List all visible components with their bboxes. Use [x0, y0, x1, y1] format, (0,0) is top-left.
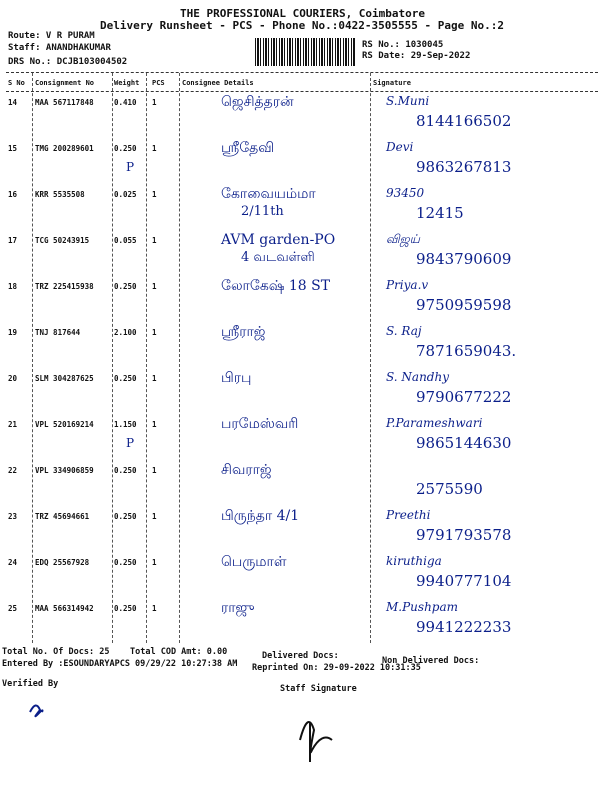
row-pcs: 1 — [152, 328, 157, 337]
document-subtitle: Delivery Runsheet - PCS - Phone No.:0422-3505555 - Page No.:2 — [100, 19, 504, 32]
row-consignee: பரமேஸ்வரி — [221, 416, 299, 432]
row-signature: விஜய் — [386, 232, 420, 246]
rs-number: RS No.: 1030045 — [362, 40, 444, 50]
header-consignment: Consignment No — [35, 79, 95, 87]
row-consignee: ராஜு — [221, 600, 255, 616]
row-consignment: TRZ 225415938 — [35, 282, 94, 291]
row-consignment: KRR 5535508 — [35, 190, 85, 199]
row-phone: 2575590 — [416, 480, 483, 498]
row-sno: 22 — [8, 466, 18, 475]
row-weight: 0.250 — [114, 374, 137, 383]
staff-label: Staff: ANANDHAKUMAR — [8, 43, 111, 53]
header-pcs: PCS — [152, 79, 165, 87]
row-signature: Priya.v — [386, 278, 429, 292]
row-weight: 0.250 — [114, 466, 137, 475]
row-signature: P.Parameshwari — [386, 416, 483, 430]
route-label: Route: V R PURAM — [8, 31, 95, 41]
reprinted-on: Reprinted On: 29-09-2022 10:31:35 — [252, 663, 421, 673]
row-signature: S.Muni — [386, 94, 430, 108]
row-phone: 9791793578 — [416, 526, 512, 544]
row-phone: 7871659043. — [416, 342, 517, 360]
row-consignee: பெருமாள் — [221, 554, 287, 570]
row-pcs: 1 — [152, 558, 157, 567]
row-consignee-line2: 4 வடவள்ளி — [241, 250, 315, 265]
header-weight: Weight — [114, 79, 140, 87]
row-consignee: லோகேஷ் 18 ST — [221, 278, 331, 294]
non-delivered-docs: Non Delivered Docs: — [382, 656, 480, 666]
row-consignee: பிரபு — [221, 370, 252, 386]
row-consignment: VPL 520169214 — [35, 420, 94, 429]
row-consignee: ஸ்ரீராஜ் — [221, 324, 266, 340]
row-signature: 93450 — [386, 186, 425, 200]
entered-by: Entered By :ESOUNDARYAPCS 09/29/22 10:27:38 AM — [2, 659, 238, 669]
row-consignee: பிருந்தா 4/1 — [221, 508, 300, 524]
row-weight: 0.055 — [114, 236, 137, 245]
row-sno: 17 — [8, 236, 18, 245]
total-cod: Total COD Amt: 0.00 — [130, 647, 228, 657]
row-pcs: 1 — [152, 604, 157, 613]
row-mark: P — [126, 160, 135, 174]
verified-by-label: Verified By — [2, 679, 59, 689]
row-sno: 16 — [8, 190, 18, 199]
row-consignee: AVM garden-PO — [221, 232, 336, 248]
row-consignee: கோவையம்மா — [221, 186, 316, 202]
row-signature: kiruthiga — [386, 554, 442, 568]
row-phone: 9863267813 — [416, 158, 512, 176]
row-sno: 25 — [8, 604, 18, 613]
row-weight: 0.250 — [114, 604, 137, 613]
row-phone: 9790677222 — [416, 388, 512, 406]
row-sno: 19 — [8, 328, 18, 337]
row-signature: S. Raj — [386, 324, 422, 338]
row-signature: M.Pushpam — [386, 600, 459, 614]
row-phone: 9865144630 — [416, 434, 512, 452]
row-signature: S. Nandhy — [386, 370, 449, 384]
row-consignee: ஜெசித்தரன் — [221, 94, 294, 110]
row-sno: 23 — [8, 512, 18, 521]
row-consignment: SLM 304287625 — [35, 374, 94, 383]
row-weight: 0.250 — [114, 558, 137, 567]
row-phone: 9940777104 — [416, 572, 512, 590]
row-pcs: 1 — [152, 236, 157, 245]
row-consignee-line2: 2/11th — [241, 204, 284, 219]
row-pcs: 1 — [152, 466, 157, 475]
verifier-signature — [30, 705, 43, 716]
delivered-docs: Delivered Docs: — [262, 651, 339, 661]
row-pcs: 1 — [152, 512, 157, 521]
row-sno: 24 — [8, 558, 18, 567]
row-pcs: 1 — [152, 190, 157, 199]
row-consignee: ஸ்ரீதேவி — [221, 140, 275, 156]
row-consignment: VPL 334906859 — [35, 466, 94, 475]
row-mark: P — [126, 436, 135, 450]
row-consignment: TRZ 45694661 — [35, 512, 90, 521]
row-weight: 0.410 — [114, 98, 137, 107]
row-phone: 9941222233 — [416, 618, 512, 636]
rs-date: RS Date: 29-Sep-2022 — [362, 51, 471, 61]
row-pcs: 1 — [152, 374, 157, 383]
row-sno: 14 — [8, 98, 18, 107]
header-sno: S No — [8, 79, 25, 87]
row-consignment: TMG 200289601 — [35, 144, 94, 153]
row-consignment: MAA 566314942 — [35, 604, 94, 613]
row-sno: 20 — [8, 374, 18, 383]
row-sno: 18 — [8, 282, 18, 291]
row-pcs: 1 — [152, 282, 157, 291]
staff-signature-label: Staff Signature — [280, 684, 357, 694]
row-pcs: 1 — [152, 98, 157, 107]
row-consignment: TCG 50243915 — [35, 236, 90, 245]
row-weight: 2.100 — [114, 328, 137, 337]
row-weight: 0.025 — [114, 190, 137, 199]
row-phone: 12415 — [416, 204, 464, 222]
row-pcs: 1 — [152, 144, 157, 153]
row-weight: 0.250 — [114, 282, 137, 291]
drs-number: DRS No.: DCJB103004502 — [8, 57, 128, 67]
row-consignment: MAA 567117848 — [35, 98, 94, 107]
row-consignment: EDQ 25567928 — [35, 558, 90, 567]
document-title: THE PROFESSIONAL COURIERS, Coimbatore — [180, 7, 426, 20]
staff-signature — [300, 722, 332, 762]
header-signature: Signature — [373, 79, 411, 87]
row-signature: Devi — [386, 140, 414, 154]
row-phone: 8144166502 — [416, 112, 512, 130]
row-phone: 9750959598 — [416, 296, 512, 314]
row-signature: Preethi — [386, 508, 431, 522]
row-pcs: 1 — [152, 420, 157, 429]
row-weight: 1.150 — [114, 420, 137, 429]
row-weight: 0.250 — [114, 512, 137, 521]
row-phone: 9843790609 — [416, 250, 512, 268]
row-sno: 15 — [8, 144, 18, 153]
header-consignee: Consignee Details — [182, 79, 254, 87]
total-docs: Total No. Of Docs: 25 — [2, 647, 110, 657]
row-weight: 0.250 — [114, 144, 137, 153]
row-sno: 21 — [8, 420, 18, 429]
row-consignment: TNJ 817644 — [35, 328, 81, 337]
row-consignee: சிவராஜ் — [221, 462, 272, 478]
